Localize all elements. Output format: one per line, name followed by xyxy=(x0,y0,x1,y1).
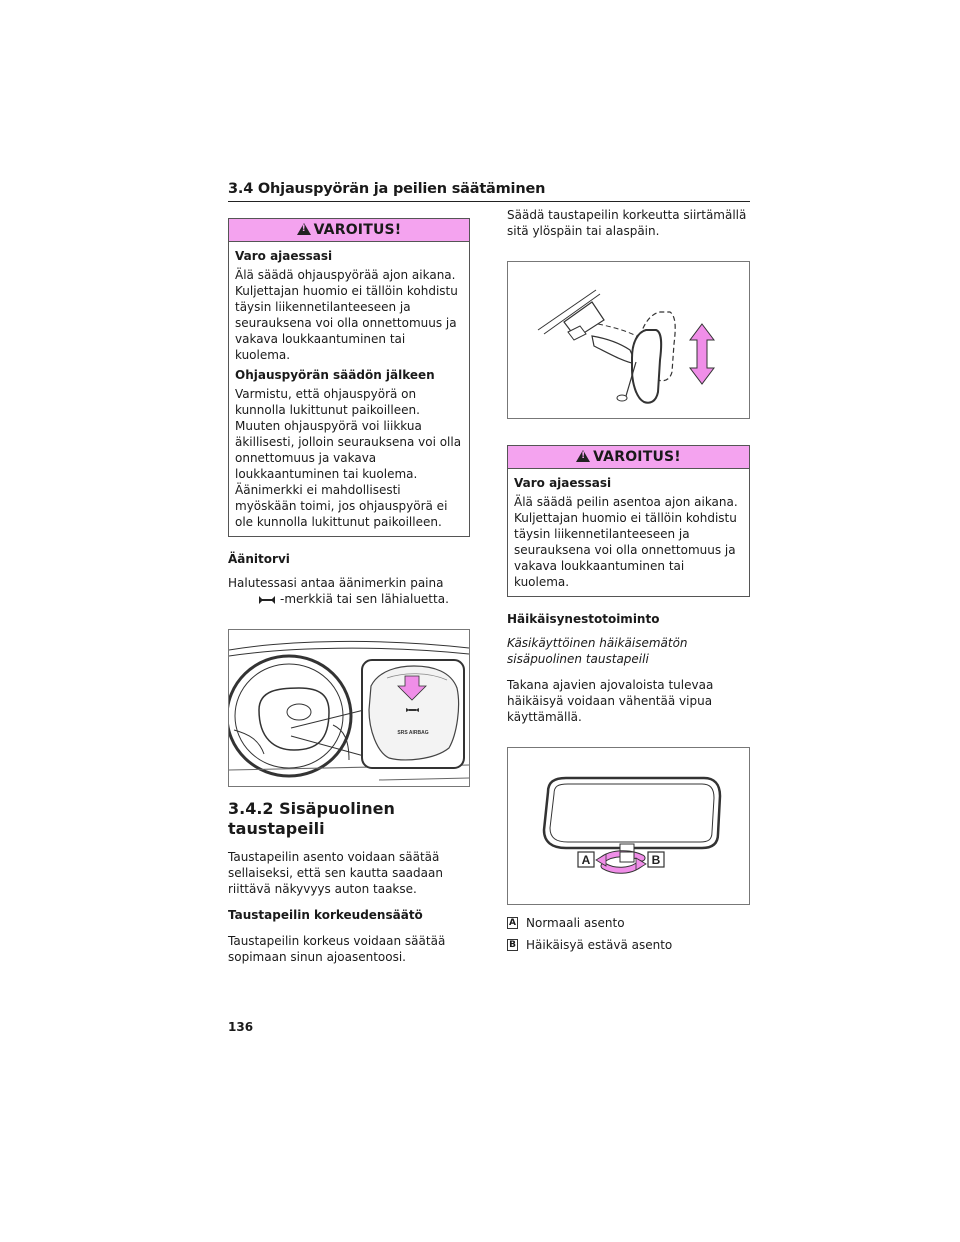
legend-key-a: A xyxy=(507,917,518,929)
legend-key-b: B xyxy=(507,939,518,951)
mirror-height-figure xyxy=(507,261,750,419)
horn-text-after: -merkkiä tai sen lähialuetta. xyxy=(280,592,449,606)
horn-text-line1: Halutessasi antaa äänimerkin paina xyxy=(228,576,444,590)
steering-wheel-illustration xyxy=(229,630,469,786)
warning-body xyxy=(229,242,469,536)
warning-title: VAROITUS! xyxy=(593,449,681,465)
antiglare-illustration xyxy=(508,748,749,904)
legend-text-b: Häikäisyä estävä asento xyxy=(526,938,673,952)
section-header xyxy=(228,180,750,202)
mirror-section-title: 3.4.2 Sisäpuolinen taustapeili xyxy=(228,799,395,838)
warning-triangle-icon xyxy=(297,223,311,235)
airbag-label: SRS AIRBAG xyxy=(397,730,429,736)
antiglare-subheading: Käsikäyttöinen häikäisemätön sisäpuolinen taustapeili xyxy=(507,636,688,666)
horn-text-line2 xyxy=(228,591,470,607)
antiglare-heading: Häikäisynestotoiminto xyxy=(507,612,660,626)
warning-title: VAROITUS! xyxy=(313,222,402,238)
warning-triangle-icon xyxy=(576,450,590,462)
warning-header xyxy=(229,219,469,242)
right-column xyxy=(507,207,750,953)
warning-item-text: Älä säädä ohjauspyörää ajon aikana. Kuljettajan huomio ei tällöin kohdistu täysin liikennetilanteeseen ja seurauksena voi olla onnettomuus ja vakava loukkaantuminen tai kuolema. xyxy=(235,268,458,362)
horn-heading: Äänitorvi xyxy=(228,552,290,566)
warning-body xyxy=(508,469,749,596)
left-column xyxy=(228,218,470,965)
page-number: 136 xyxy=(228,1020,254,1034)
legend-item-a xyxy=(507,915,750,931)
legend-item-b xyxy=(507,937,750,953)
warning-item-text: Varmistu, että ohjauspyörä on kunnolla lukittunut paikoilleen. Muuten ohjauspyörä voi liikkua äkillisesti, jolloin seurauksena voi olla onnettomuus ja vakava loukkaantuminen tai kuolema. Äänimerkki ei mahdollisesti myöskään toimi, jos ohjauspyörä ei ole kunnolla lukittunut paikoilleen. xyxy=(235,387,462,529)
legend-text-a: Normaali asento xyxy=(526,916,625,930)
section-title: 3.4 Ohjauspyörän ja peilien säätäminen xyxy=(228,181,546,197)
warning-item-heading: Varo ajaessasi xyxy=(235,249,333,263)
height-adjust-text: Taustapeilin korkeus voidaan säätää sopimaan sinun ajoasentoosi. xyxy=(228,934,446,964)
mirror-intro: Taustapeilin asento voidaan säätää sellaiseksi, että sen kautta saadaan riittävä näkyvyys auton taakse. xyxy=(228,850,443,896)
warning-item-heading: Ohjauspyörän säädön jälkeen xyxy=(235,368,435,382)
figure-label-b: B xyxy=(651,853,661,867)
horn-icon xyxy=(258,595,276,605)
antiglare-figure xyxy=(507,747,750,905)
mirror-height-instruction: Säädä taustapeilin korkeutta siirtämällä sitä ylöspäin tai alaspäin. xyxy=(507,208,747,238)
warning-box-mirror xyxy=(507,445,750,597)
steering-wheel-figure xyxy=(228,629,470,787)
mirror-height-illustration xyxy=(508,262,749,418)
antiglare-text: Takana ajavien ajovaloista tulevaa häikäisyä voidaan vähentää vipua käyttämällä. xyxy=(507,678,714,724)
height-adjust-heading: Taustapeilin korkeudensäätö xyxy=(228,908,423,922)
warning-item-heading: Varo ajaessasi xyxy=(514,476,612,490)
figure-label-a: A xyxy=(581,853,591,867)
warning-item-text: Älä säädä peilin asentoa ajon aikana. Kuljettajan huomio ei tällöin kohdistu täysin liikennetilanteeseen ja seurauksena voi olla onnettomuus ja vakava loukkaantuminen tai kuolema. xyxy=(514,495,738,589)
warning-header xyxy=(508,446,749,469)
warning-box-steering xyxy=(228,218,470,537)
